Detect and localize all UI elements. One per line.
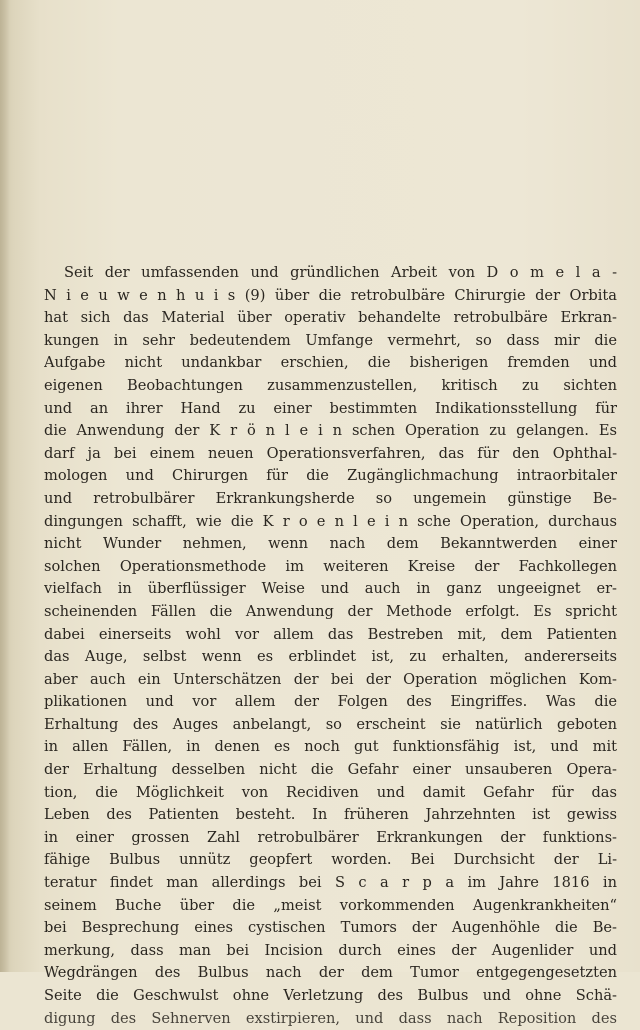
text-line: scheinenden Fällen die Anwendung der Methode erfolgt. Es spricht [44, 602, 617, 620]
text-line: digung des Sehnerven exstirpieren, und dass nach Reposition des [44, 1009, 617, 1027]
text-line: Leben des Patienten besteht. In früheren Jahrzehnten ist gewiss [44, 806, 617, 824]
text-line: tion, die Möglichkeit von Recidiven und damit Gefahr für das [44, 783, 617, 801]
text-line: Wegdrängen des Bulbus nach der dem Tumor entgegengesetzten [44, 964, 617, 982]
text-line: hat sich das Material über operativ behandelte retrobulbäre Erkran- [44, 309, 617, 327]
text-line: kungen in sehr bedeutendem Umfange vermehrt, so dass mir die [44, 331, 617, 349]
text-line: teratur findet man allerdings bei S c a r p a im Jahre 1816 in [44, 874, 617, 892]
text-line: und an ihrer Hand zu einer bestimmten Indikationsstellung für [44, 399, 617, 417]
text-line: aber auch ein Unterschätzen der bei der Operation möglichen Kom- [44, 670, 617, 688]
text-line: eigenen Beobachtungen zusammenzustellen, kritisch zu sichten [44, 376, 617, 394]
text-line: der Erhaltung desselben nicht die Gefahr einer unsauberen Opera- [44, 761, 617, 779]
text-line: plikationen und vor allem der Folgen des Eingriffes. Was die [44, 693, 617, 711]
text-line: mologen und Chirurgen für die Zugänglichmachung intraorbitaler [44, 467, 617, 485]
text-line: dabei einerseits wohl vor allem das Bestreben mit, dem Patienten [44, 625, 617, 643]
text-line: bei Besprechung eines cystischen Tumors der Augenhöhle die Be- [44, 919, 617, 937]
text-line: dingungen schafft, wie die K r o e n l e i n sche Operation, durchaus [44, 512, 617, 530]
text-line: nicht Wunder nehmen, wenn nach dem Bekanntwerden einer [44, 535, 617, 553]
text-line: seinem Buche über die „meist vorkommenden Augenkrankheiten“ [44, 896, 617, 914]
text-line: in einer grossen Zahl retrobulbärer Erkrankungen der funktions- [44, 828, 617, 846]
text-line: vielfach in überflüssiger Weise und auch in ganz ungeeignet er- [44, 580, 617, 598]
text-line: N i e u w e n h u i s (9) über die retrobulbäre Chirurgie der Orbita [44, 286, 617, 304]
text-line: das Auge, selbst wenn es erblindet ist, zu erhalten, andererseits [44, 648, 617, 666]
text-line: Seite die Geschwulst ohne Verletzung des Bulbus und ohne Schä- [44, 987, 617, 1004]
text-line: die Anwendung der K r ö n l e i n schen Operation zu gelangen. Es [44, 422, 617, 440]
text-line: solchen Operationsmethode im weiteren Kreise der Fachkollegen [44, 557, 617, 575]
binding-shadow [0, 0, 10, 972]
text-line: fähige Bulbus unnütz geopfert worden. Bei Durchsicht der Li- [44, 851, 617, 869]
text-line: Seit der umfassenden und gründlichen Arbeit von D o m e l a - [64, 264, 617, 281]
text-line: in allen Fällen, in denen es noch gut funktionsfähig ist, und mit [44, 738, 617, 756]
text-line: darf ja bei einem neuen Operationsverfahren, das für den Ophthal- [44, 444, 617, 462]
text-line: merkung, dass man bei Incision durch eines der Augenlider und [44, 941, 617, 959]
body-text [44, 262, 617, 1030]
text-line: und retrobulbärer Erkrankungsherde so ungemein günstige Be- [44, 489, 617, 507]
text-line: Erhaltung des Auges anbelangt, so erscheint sie natürlich geboten [44, 715, 617, 733]
text-line: Aufgabe nicht undankbar erschien, die bisherigen fremden und [44, 354, 617, 372]
